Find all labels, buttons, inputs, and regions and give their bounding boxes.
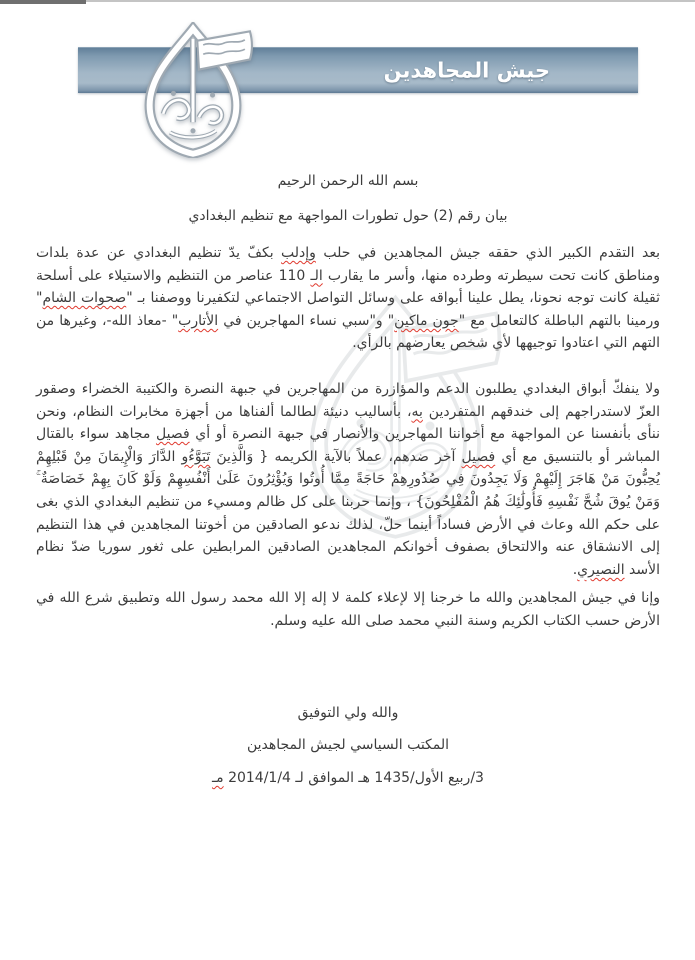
text-run: ، بأساليب دنيئة لطالما ألفناها من أجهزة مخابرات النظام، ونحن ننأى بأنفسنا عن المواجهة مع أخواننا المهاجرين والأنصار في جبهة النصرة أو أي (36, 403, 660, 443)
date-line (36, 767, 660, 790)
text-run: الدَّارَ وَالْإِيمَانَ مِنْ قَبْلِهِمْ يُحِبُّونَ مَنْ هَاجَرَ إِلَيْهِمْ وَلَا يَجِدُونَ فِي صُدُورِهِمْ حَاجَةً مِمَّا أُوتُوا وَيُؤْثِرُونَ عَلَىٰ أَنْفُسِهِمْ وَلَوْ كَانَ بِهِمْ خَصَاصَةٌ ۚ وَمَنْ يُوقَ شُحَّ نَفْسِهِ فَأُولَٰئِكَ هُمُ الْمُفْلِحُونَ} ، وإنما حربنا على كل ظالم ومسيء من تنظيم البغدادي الذي بغى على حكم الله وعاث في الأرض فساداً أينما حلّ، لذلك ندعو الصادقين من أخوتنا المجاهدين في هذا التنظيم إلى الانشقاق عنه والالتحاق بصفوف أخوانكم المجاهدين الصادقين المرابطين على ثغور سوريا ضدّ نظام الأسد (36, 448, 660, 578)
window-top-strip (0, 0, 86, 4)
body-paragraph (36, 587, 660, 632)
organization-title: جيش المجاهدين (383, 58, 550, 83)
spellchecked-word: الأتارب (178, 312, 219, 329)
spellchecked-word: جون ماكين (394, 312, 459, 329)
text-run: بكفّ يدّ تنظيم البغدادي عن عدة بلدات ومناطق كانت تحت سيطرته وطرده منها، وأسر ما يقارب (36, 245, 661, 284)
statement-title: بيان رقم (2) حول تطورات المواجهة مع تنظيم البغدادي (188, 208, 508, 224)
spellchecked-word: به (411, 403, 423, 420)
text-run: 110 عناصر من التنظيم والاستيلاء على أسلحة ثقيلة كانت توجه نحونا، يطل علينا أبواقه على وسائل التواصل الاجتماعي لتكفيرنا ووصفنا بـ " (36, 267, 660, 307)
signature-line: المكتب السياسي لجيش المجاهدين (246, 737, 450, 753)
text-run: 3/ربيع الأول/1435 هـ الموافق لـ 2014/1/4 (223, 770, 484, 786)
bismillah-line: بسم الله الرحمن الرحيم (277, 173, 419, 189)
body-paragraph (36, 242, 660, 355)
text-run: وإنا في جيش المجاهدين والله ما خرجنا إلا لإعلاء كلمة لا إله إلا الله محمد رسول الله وتطبيق شرع الله في الأرض حسب الكتاب الكريم وسنة النبي محمد صلى الله عليه وسلم. (36, 590, 660, 629)
text-run: " -معاذ الله-، وغيرها من التهم التي اعتادوا توجيهها لأي شخص يعارضهم بالرأي. (36, 312, 660, 352)
text-run: " و"سبي نساء المهاجرين في (218, 312, 395, 329)
spellchecked-word: مـ (212, 770, 224, 786)
text-run: . (572, 561, 578, 578)
spellchecked-word: فصيل (155, 426, 190, 443)
spellchecked-word: النصيري (577, 561, 625, 578)
spellchecked-word: وإدلب (281, 245, 316, 261)
window-top-line (0, 0, 695, 2)
organization-emblem-icon (118, 22, 268, 158)
closing-dua: والله ولي التوفيق (297, 705, 399, 721)
text-run: مجاهد سواء بالقتال المباشر أو بالتنسيق مع أي (36, 426, 660, 465)
text-run: ولا ينفكّ أبواق البغدادي يطلبون الدعم والمؤازرة من المهاجرين في جبهة النصرة والكتيبة الخضراء وصقور العزّ لاستدراجهم إلى خندقهم المتفردين (36, 381, 660, 420)
spellchecked-word: فصيل (461, 448, 496, 465)
body-paragraph (36, 378, 660, 581)
text-run: آخر ضدهم، عملاً بالآية الكريمه { وَالَّذِينَ (210, 448, 462, 465)
text-run: " ورمينا بالتهم الباطلة كالتعامل مع " (36, 290, 660, 329)
text-run: بعد التقدم الكبير الذي حققه جيش المجاهدين في حلب (315, 245, 660, 261)
spellchecked-word: صحوات الشام (42, 290, 127, 307)
spellchecked-word: الـ (310, 267, 323, 284)
spellchecked-word: تَبَوَّءُو (181, 448, 211, 465)
